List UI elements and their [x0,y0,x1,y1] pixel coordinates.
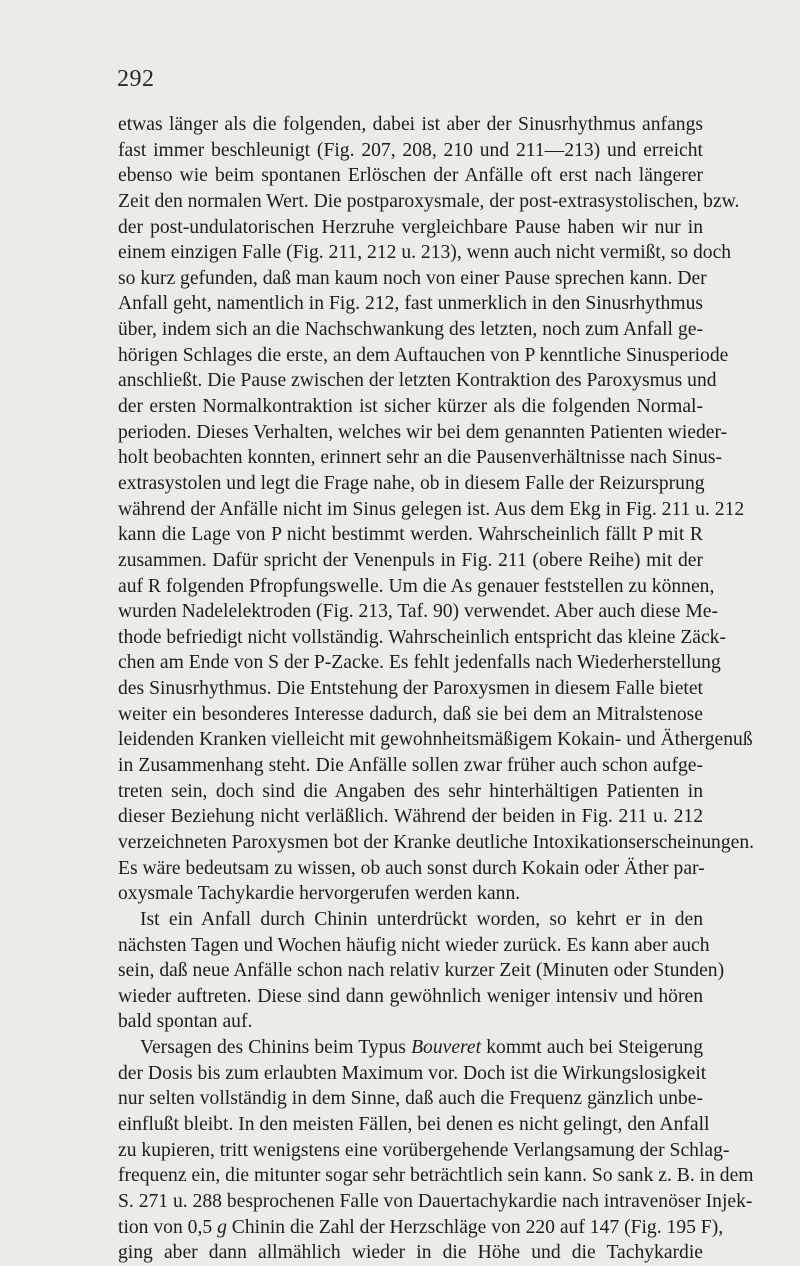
text-line: Ist ein Anfall durch Chinin unterdrückt worden, so kehrt er in den [140,908,703,930]
text-line: zu kupieren, tritt wenigstens eine vorübergehende Verlangsamung der Schlag- [118,1139,730,1161]
text-line: Versagen des Chinins beim Typus Bouveret kommt auch bei Steigerung [140,1037,703,1059]
text-line: der post-undulatorischen Herzruhe vergleichbare Pause haben wir nur in [118,216,703,238]
text-line: thode befriedigt nicht vollständig. Wahrscheinlich entspricht das kleine Zäck- [118,626,727,648]
text-line: ging aber dann allmählich wieder in die Höhe und die Tachykardie [118,1242,703,1264]
text-line: verzeichneten Paroxysmen bot der Kranke deutliche Intoxikationserscheinungen. [118,831,755,853]
text-line: chen am Ende von S der P-Zacke. Es fehlt jedenfalls nach Wiederherstellung [118,652,721,674]
text-line: perioden. Dieses Verhalten, welches wir bei dem genannten Patienten wieder- [118,421,728,443]
text-line: dieser Beziehung nicht verläßlich. Während der beiden in Fig. 211 u. 212 [118,806,703,828]
text-line: Anfall geht, namentlich in Fig. 212, fast unmerklich in den Sinusrhythmus [118,293,703,315]
text-line: extrasystolen und legt die Frage nahe, ob in diesem Falle der Reizursprung [118,472,705,494]
text-line: einem einzigen Falle (Fig. 211, 212 u. 213), wenn auch nicht vermißt, so doch [118,242,732,264]
text-line: weiter ein besonderes Interesse dadurch, daß sie bei dem an Mitralstenose [118,703,703,725]
page-number: 292 [117,66,155,92]
text-line: der ersten Normalkontraktion ist sicher kürzer als die folgenden Normal- [118,396,703,418]
text-line: der Dosis bis zum erlaubten Maximum vor. Doch ist die Wirkungslosigkeit [118,1062,707,1084]
text-line: holt beobachten konnten, erinnert sehr an die Pausenverhältnisse nach Sinus- [118,447,722,469]
text-line: bald spontan auf. [118,1011,253,1033]
text-line: oxysmale Tachykardie hervorgerufen werden kann. [118,883,521,905]
text-line: wurden Nadelelektroden (Fig. 213, Taf. 90) verwendet. Aber auch diese Me- [118,601,719,623]
text-line: sein, daß neue Anfälle schon nach relativ kurzer Zeit (Minuten oder Stunden) [118,960,725,982]
text-line: frequenz ein, die mitunter sogar sehr beträchtlich sein kann. So sank z. B. in dem [118,1165,754,1187]
italic-term: Bouveret [411,1037,482,1059]
text-line: in Zusammenhang steht. Die Anfälle sollen zwar früher auch schon aufge- [118,755,703,777]
text-line: zusammen. Dafür spricht der Venenpuls in Fig. 211 (obere Reihe) mit der [118,549,703,571]
text-line: wieder auftreten. Diese sind dann gewöhnlich weniger intensiv und hören [118,985,703,1007]
text-line: ebenso wie beim spontanen Erlöschen der Anfälle oft erst nach längerer [118,165,703,187]
text-line: etwas länger als die folgenden, dabei ist aber der Sinusrhythmus anfangs [118,114,703,135]
text-line: anschließt. Die Pause zwischen der letzten Kontraktion des Paroxysmus und [118,370,717,392]
text-line: so kurz gefunden, daß man kaum noch von einer Pause sprechen kann. Der [118,267,707,289]
text-line: Zeit den normalen Wert. Die postparoxysmale, der post-extrasystolischen, bzw. [118,190,740,212]
text-line: leidenden Kranken vielleicht mit gewohnheitsmäßigem Kokain- und Äthergenuß [118,729,753,751]
text-line: des Sinusrhythmus. Die Entstehung der Paroxysmen in diesem Falle bietet [118,678,703,700]
text-line: kann die Lage von P nicht bestimmt werden. Wahrscheinlich fällt P mit R [118,524,703,546]
text-line: nur selten vollständig in dem Sinne, daß auch die Frequenz gänzlich unbe- [118,1088,703,1110]
text-line: S. 271 u. 288 besprochenen Falle von Dauertachykardie nach intravenöser Injek- [118,1190,753,1212]
text-line: einflußt bleibt. In den meisten Fällen, bei denen es nicht gelingt, den Anfall [118,1113,710,1135]
text-line: tion von 0,5 g Chinin die Zahl der Herzschläge von 220 auf 147 (Fig. 195 F), [118,1216,724,1238]
text-line: Es wäre bedeutsam zu wissen, ob auch sonst durch Kokain oder Äther par- [118,857,705,879]
text-line: auf R folgenden Pfropfungswelle. Um die As genauer feststellen zu können, [118,575,715,597]
text-line: fast immer beschleunigt (Fig. 207, 208, 210 und 211—213) und erreicht [118,139,703,161]
italic-unit: g [217,1216,227,1238]
body-text [118,112,755,1266]
text-line: hörigen Schlages die erste, an dem Auftauchen von P kenntliche Sinusperiode [118,344,729,366]
text-line: über, indem sich an die Nachschwankung des letzten, noch zum Anfall ge- [118,319,703,341]
text-line: treten sein, doch sind die Angaben des sehr hinterhältigen Patienten in [118,780,703,802]
text-line: während der Anfälle nicht im Sinus gelegen ist. Aus dem Ekg in Fig. 211 u. 212 [118,498,745,520]
text-line: nächsten Tagen und Wochen häufig nicht wieder zurück. Es kann aber auch [118,934,710,956]
